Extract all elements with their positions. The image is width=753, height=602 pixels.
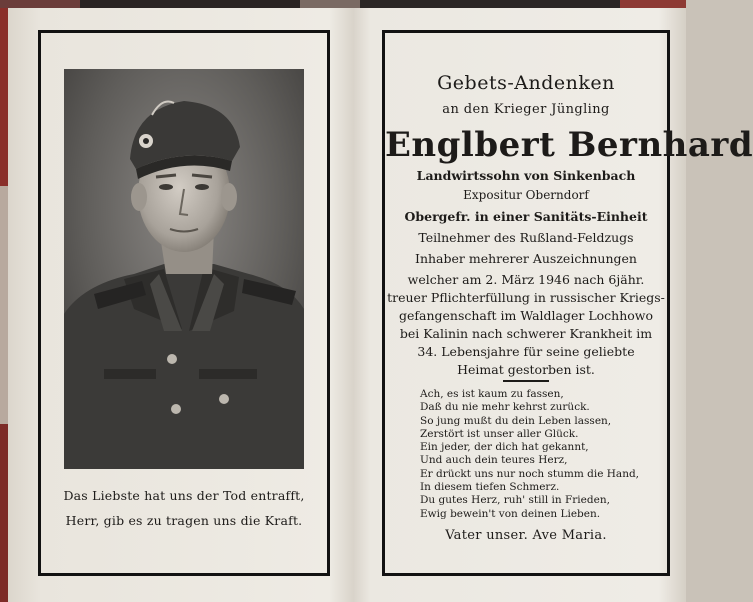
origin-line: Landwirtssohn von Sinkenbach xyxy=(416,168,636,183)
closing-prayer: Vater unser. Ave Maria. xyxy=(445,528,607,543)
poem-line: Ein jeder, der dich hat gekannt, xyxy=(420,441,589,454)
deceased-name: Englbert Bernhard xyxy=(385,125,753,165)
memorial-poem xyxy=(420,388,650,521)
left-verse-line-1: Das Liebste hat uns der Tod entrafft, xyxy=(63,488,305,503)
biography-line-3: gefangenschaft im Waldlager Lochhowo xyxy=(398,308,654,323)
parish-line: Expositur Oberndorf xyxy=(463,188,589,202)
poem-line: Ach, es ist kaum zu fassen, xyxy=(420,388,564,400)
card-title: Gebets-Andenken xyxy=(437,72,615,94)
left-verse-line-2: Herr, gib es zu tragen uns die Kraft. xyxy=(65,513,303,528)
soldier-portrait-illustration xyxy=(64,69,304,469)
poem-line: Er drückt uns nur noch stumm die Hand, xyxy=(420,467,640,480)
biography-line-4: bei Kalinin nach schwerer Krankheit im xyxy=(399,326,653,341)
biography-line-2: treuer Pflichterfüllung in russischer Kriegs- xyxy=(387,290,665,305)
background-strip-top xyxy=(0,0,686,8)
poem-line: Ewig bewein't von deinen Lieben. xyxy=(420,507,601,520)
decorations-line: Inhaber mehrerer Auszeichnungen xyxy=(415,251,637,266)
background-strip-left xyxy=(0,8,8,602)
card-subtitle: an den Krieger Jüngling xyxy=(442,102,610,117)
biography-line-6: Heimat gestorben ist. xyxy=(457,362,595,377)
rank-line: Obergefr. in einer Sanitäts-Einheit xyxy=(404,209,648,224)
campaign-line: Teilnehmer des Rußland-Feldzugs xyxy=(418,230,634,245)
soldier-portrait-photo xyxy=(64,69,304,469)
poem-line: Und auch dein teures Herz, xyxy=(420,454,568,467)
section-divider xyxy=(503,380,549,382)
biography-line-5: 34. Lebensjahre für seine geliebte xyxy=(417,344,635,359)
poem-line: Zerstört ist unser aller Glück. xyxy=(420,427,579,440)
poem-line: So jung mußt du dein Leben lassen, xyxy=(420,414,612,427)
biography-line-1: welcher am 2. März 1946 nach 6jähr. xyxy=(407,272,645,287)
poem-line: Du gutes Herz, ruh' still in Frieden, xyxy=(420,494,610,507)
poem-line: In diesem tiefen Schmerz. xyxy=(420,481,560,494)
poem-line: Daß du nie mehr kehrst zurück. xyxy=(420,401,590,414)
